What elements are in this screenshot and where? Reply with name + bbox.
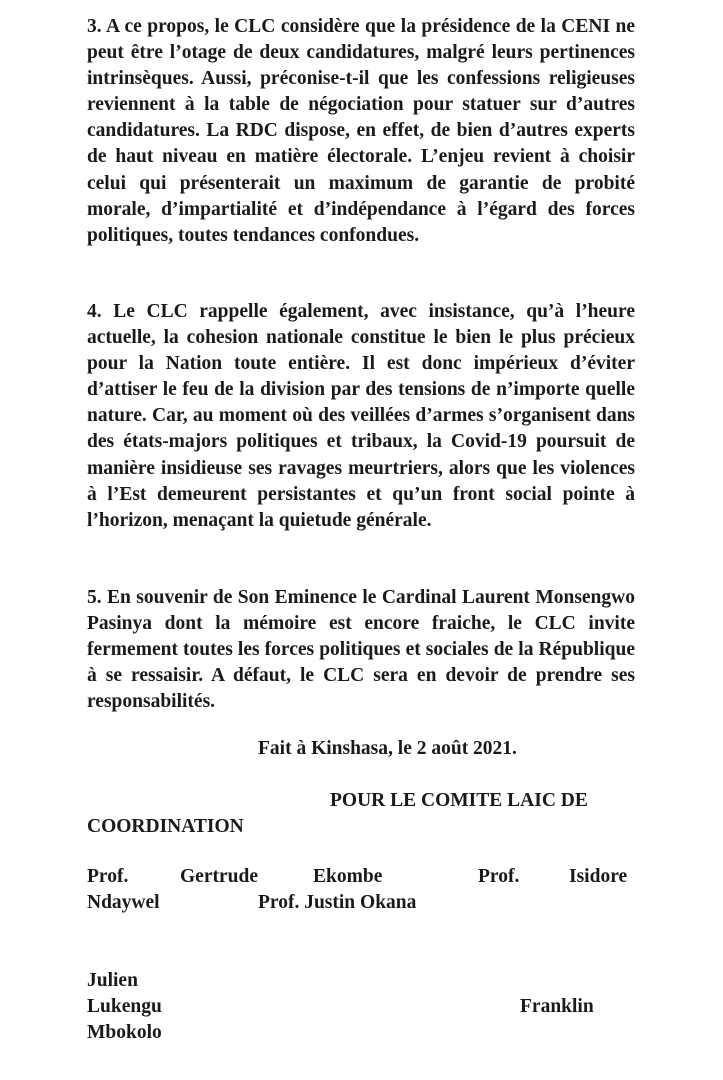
signatory-first-name-isidore: Isidore: [569, 866, 628, 887]
committee-heading-line-2: COORDINATION: [87, 816, 244, 837]
signatory-last-name-ekombe: Ekombe: [313, 866, 383, 887]
paragraph-5: 5. En souvenir de Son Eminence le Cardinal Laurent Monsengwo Pasinya dont la mémoire est encore fraiche, le CLC invite fermement toutes les forces politiques et sociales de la République à se ressaisir. A défaut, le CLC sera en devoir de prendre ses responsabilités.: [87, 587, 635, 713]
signatory-last-name-mbokolo: Mbokolo: [87, 1022, 162, 1043]
signatory-middle-name-lukengu: Lukengu: [87, 996, 162, 1017]
signatory-last-name-ndaywel: Ndaywel: [87, 892, 160, 913]
paragraph-3: 3. A ce propos, le CLC considère que la présidence de la CENI ne peut être l’otage de deux candidatures, malgré leurs pertinences intrinsèques. Aussi, préconise-t-il que les confessions religieuses reviennent à la table de négociation pour statuer sur d’autres candidatures. La RDC dispose, en effet, de bien d’autres experts de haut niveau en matière électorale. L’enjeu revient à choisir celui qui présenterait un maximum de garantie de probité morale, d’impartialité et d’indépendance à l’égard des forces politiques, toutes tendances confondues.: [87, 16, 635, 246]
signatory-title-1: Prof.: [87, 866, 129, 887]
signatory-title-2: Prof.: [478, 866, 520, 887]
signatory-first-name-franklin: Franklin: [520, 996, 594, 1017]
committee-heading-line-1: POUR LE COMITE LAIC DE: [330, 790, 588, 811]
signatory-first-name-julien: Julien: [87, 970, 138, 991]
signatory-first-name-gertrude: Gertrude: [180, 866, 258, 887]
place-date: Fait à Kinshasa, le 2 août 2021.: [258, 738, 517, 759]
paragraph-4: 4. Le CLC rappelle également, avec insistance, qu’à l’heure actuelle, la cohesion nationale constitue le bien le plus précieux pour la Nation toute entière. Il est donc impérieux d’éviter d’attiser le feu de la division par des tensions de n’importe quelle nature. Car, au moment où des veillées d’armes s’organisent dans des états-majors politiques et tribaux, la Covid-19 poursuit de manière insidieuse ses ravages meurtriers, alors que les violences à l’Est demeurent persistantes et qu’un front social pointe à l’horizon, menaçant la quietude générale.: [87, 301, 635, 531]
signatory-justin-okana: Prof. Justin Okana: [258, 892, 417, 913]
